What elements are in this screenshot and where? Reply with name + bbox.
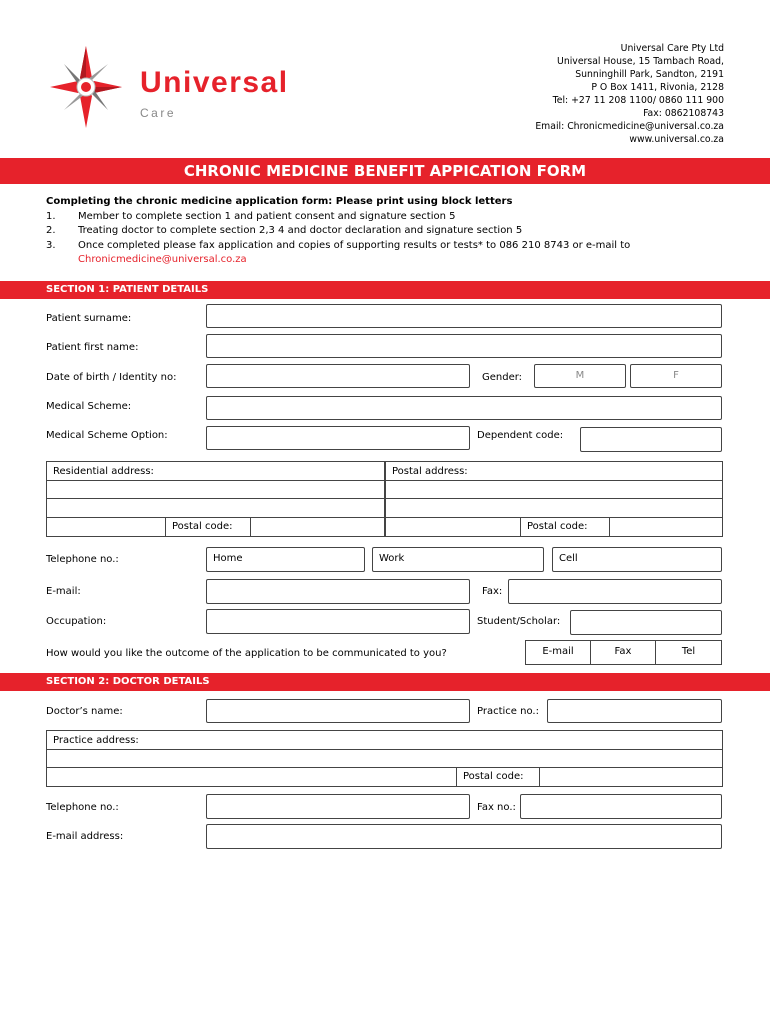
dob-id-field[interactable] — [206, 364, 470, 388]
patient-first-name-label: Patient first name: — [46, 342, 139, 353]
form-title: CHRONIC MEDICINE BENEFIT APPICATION FORM — [0, 158, 770, 184]
gender-female-option[interactable]: F — [630, 364, 722, 388]
practice-postal-code-label: Postal code: — [463, 771, 524, 782]
practice-postal-code-cell — [456, 767, 540, 787]
outcome-fax-option[interactable]: Fax — [590, 640, 656, 665]
residential-address-line-2[interactable] — [46, 480, 385, 499]
scheme-option-label: Medical Scheme Option: — [46, 430, 168, 441]
practice-address-line-3[interactable] — [46, 767, 457, 787]
company-po-box: P O Box 1411, Rivonia, 2128 — [591, 82, 724, 93]
telephone-home-field[interactable]: Home — [206, 547, 365, 572]
residential-address-line-1[interactable] — [46, 461, 385, 481]
medical-scheme-label: Medical Scheme: — [46, 401, 132, 412]
telephone-work-field[interactable]: Work — [372, 547, 544, 572]
practice-no-label: Practice no.: — [477, 706, 539, 717]
doctor-fax-field[interactable] — [520, 794, 722, 819]
section2-header: SECTION 2: DOCTOR DETAILS — [0, 673, 770, 691]
doctor-name-field[interactable] — [206, 699, 470, 723]
occupation-field[interactable] — [206, 609, 470, 634]
company-email: Email: Chronicmedicine@universal.co.za — [535, 121, 724, 132]
practice-address-line-2[interactable] — [46, 749, 723, 768]
email-label: E-mail: — [46, 586, 81, 597]
residential-postal-code-cell — [165, 517, 251, 537]
company-name: Universal Care Pty Ltd — [620, 43, 724, 54]
residential-postal-code-field[interactable] — [250, 517, 385, 537]
practice-address-line-1[interactable] — [46, 730, 723, 750]
practice-postal-code-field[interactable] — [539, 767, 723, 787]
logo-sub: Care — [140, 106, 177, 120]
fax-label: Fax: — [482, 586, 503, 597]
instruction-text: Once completed please fax application and copies of supporting results or tests* to 086 210 8743 or e-mail to — [78, 240, 631, 251]
postal-address-line-2[interactable] — [385, 480, 723, 499]
doctor-name-label: Doctor’s name: — [46, 706, 123, 717]
postal-address-line-1[interactable] — [385, 461, 723, 481]
logo-name: Universal — [140, 66, 289, 99]
patient-surname-label: Patient surname: — [46, 313, 132, 324]
doctor-email-label: E-mail address: — [46, 831, 124, 842]
instructions-email-link[interactable]: Chronicmedicine@universal.co.za — [78, 254, 247, 265]
residential-address-label: Residential address: — [53, 466, 154, 477]
residential-address-line-4[interactable] — [46, 517, 166, 537]
postal-address-line-3[interactable] — [385, 498, 723, 518]
scheme-option-field[interactable] — [206, 426, 470, 450]
postal-postal-code-field[interactable] — [609, 517, 723, 537]
dependent-code-field[interactable] — [580, 427, 722, 452]
email-field[interactable] — [206, 579, 470, 604]
fax-field[interactable] — [508, 579, 722, 604]
postal-postal-code-label: Postal code: — [527, 521, 588, 532]
doctor-fax-label: Fax no.: — [477, 802, 516, 813]
company-fax: Fax: 0862108743 — [643, 108, 724, 119]
residential-address-line-3[interactable] — [46, 498, 385, 518]
instruction-number: 1. — [46, 211, 56, 222]
patient-first-name-field[interactable] — [206, 334, 722, 358]
company-street: Universal House, 15 Tambach Road, — [557, 56, 724, 67]
outcome-email-option[interactable]: E-mail — [525, 640, 591, 665]
instruction-number: 2. — [46, 225, 56, 236]
company-address — [535, 42, 724, 146]
doctor-telephone-label: Telephone no.: — [46, 802, 119, 813]
company-website: www.universal.co.za — [629, 134, 724, 145]
gender-male-option[interactable]: M — [534, 364, 626, 388]
student-scholar-label: Student/Scholar: — [477, 616, 561, 627]
company-suburb: Sunninghill Park, Sandton, 2191 — [575, 69, 724, 80]
instructions-heading: Completing the chronic medicine application form: Please print using block letters — [46, 196, 513, 207]
medical-scheme-field[interactable] — [206, 396, 722, 420]
practice-no-field[interactable] — [547, 699, 722, 723]
doctor-email-field[interactable] — [206, 824, 722, 849]
telephone-cell-field[interactable]: Cell — [552, 547, 722, 572]
instruction-text: Treating doctor to complete section 2,3 4 and doctor declaration and signature section 5 — [78, 225, 523, 236]
instruction-number: 3. — [46, 240, 56, 251]
company-tel: Tel: +27 11 208 1100/ 0860 111 900 — [552, 95, 724, 106]
student-scholar-field[interactable] — [570, 610, 722, 635]
occupation-label: Occupation: — [46, 616, 107, 627]
outcome-question: How would you like the outcome of the application to be communicated to you? — [46, 648, 447, 659]
postal-address-label: Postal address: — [392, 466, 468, 477]
instruction-text: Member to complete section 1 and patient consent and signature section 5 — [78, 211, 456, 222]
gender-label: Gender: — [482, 372, 523, 383]
doctor-telephone-field[interactable] — [206, 794, 470, 819]
outcome-tel-option[interactable]: Tel — [655, 640, 722, 665]
section1-header: SECTION 1: PATIENT DETAILS — [0, 281, 770, 299]
compass-star-icon — [48, 44, 124, 130]
dob-id-label: Date of birth / Identity no: — [46, 372, 177, 383]
residential-postal-code-label: Postal code: — [172, 521, 233, 532]
telephone-label: Telephone no.: — [46, 554, 119, 565]
postal-postal-code-cell — [520, 517, 610, 537]
postal-address-line-4[interactable] — [385, 517, 521, 537]
company-logo — [48, 44, 318, 130]
dependent-code-label: Dependent code: — [477, 430, 564, 441]
patient-surname-field[interactable] — [206, 304, 722, 328]
practice-address-label: Practice address: — [53, 735, 139, 746]
